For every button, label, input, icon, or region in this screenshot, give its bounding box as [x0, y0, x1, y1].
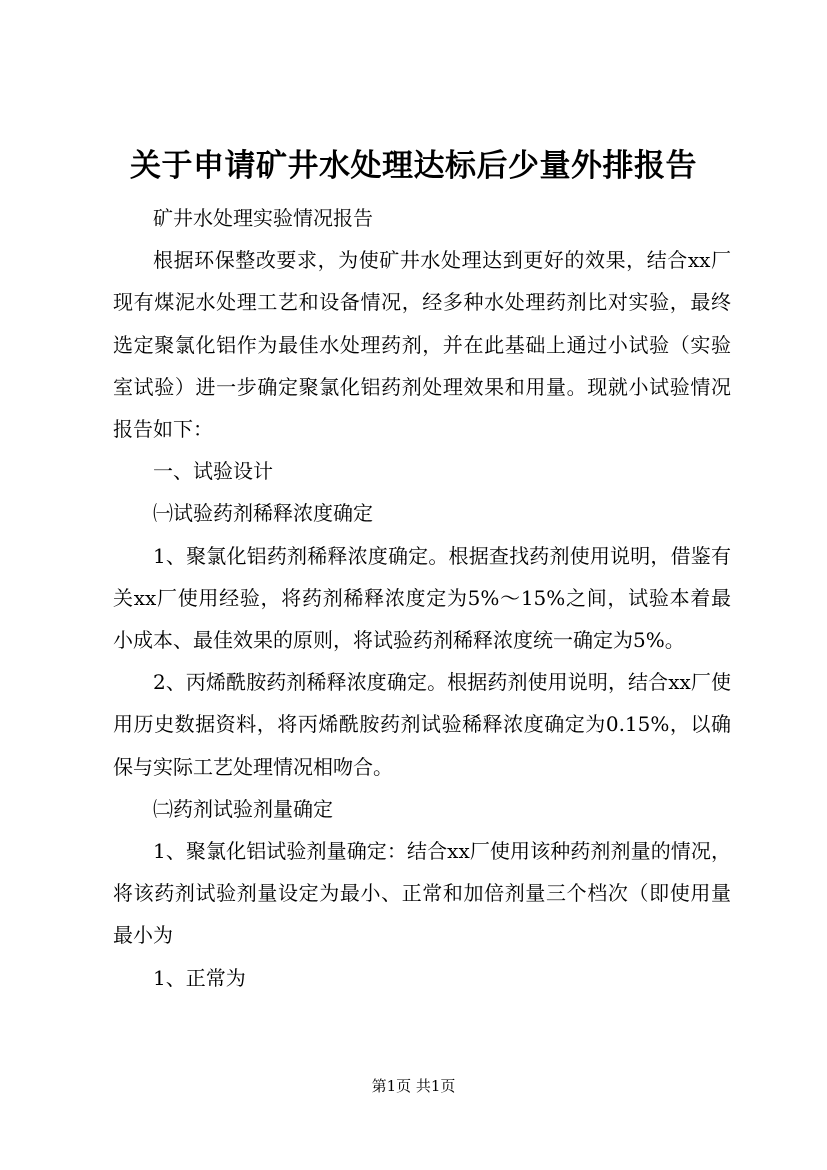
- paragraph-pam-dilution: 2、丙烯酰胺药剂稀释浓度确定。根据药剂使用说明，结合xx厂使用历史数据资料，将丙烯酰胺药剂试验稀释浓度确定为0.15%，以确保与实际工艺处理情况相吻合。: [113, 670, 731, 779]
- section-heading-1: 一、试验设计: [153, 459, 273, 484]
- document-title: 关于申请矿井水处理达标后少量外排报告: [130, 148, 697, 184]
- subsection-heading-2: ㈡药剂试验剂量确定: [153, 796, 333, 821]
- page-footer: 第1页 共1页: [371, 1077, 456, 1095]
- document-body: [113, 197, 731, 999]
- paragraph-pac-dosage: 1、聚氯化铝试验剂量确定：结合xx厂使用该种药剂剂量的情况，将该药剂试验剂量设定为最小、正常和加倍剂量三个档次（即使用量最小为: [113, 839, 731, 948]
- paragraph-subtitle: 矿井水处理实验情况报告: [153, 206, 373, 230]
- paragraph-intro: 根据环保整改要求，为使矿井水处理达到更好的效果，结合xx厂现有煤泥水处理工艺和设备情况，经多种水处理药剂比对实验，最终选定聚氯化铝作为最佳水处理药剂，并在此基础上通过小试验（实验室试验）进一步确定聚氯化铝药剂处理效果和用量。现就小试验情况报告如下：: [113, 248, 731, 442]
- paragraph-pac-dilution: 1、聚氯化铝药剂稀释浓度确定。根据查找药剂使用说明，借鉴有关xx厂使用经验，将药剂稀释浓度定为5%～15%之间，试验本着最小成本、最佳效果的原则，将试验药剂稀释浓度统一确定为5%。: [113, 543, 731, 653]
- paragraph-normal-dosage: 1、正常为: [153, 965, 246, 990]
- subsection-heading-1: ㈠试验药剂稀释浓度确定: [153, 501, 373, 526]
